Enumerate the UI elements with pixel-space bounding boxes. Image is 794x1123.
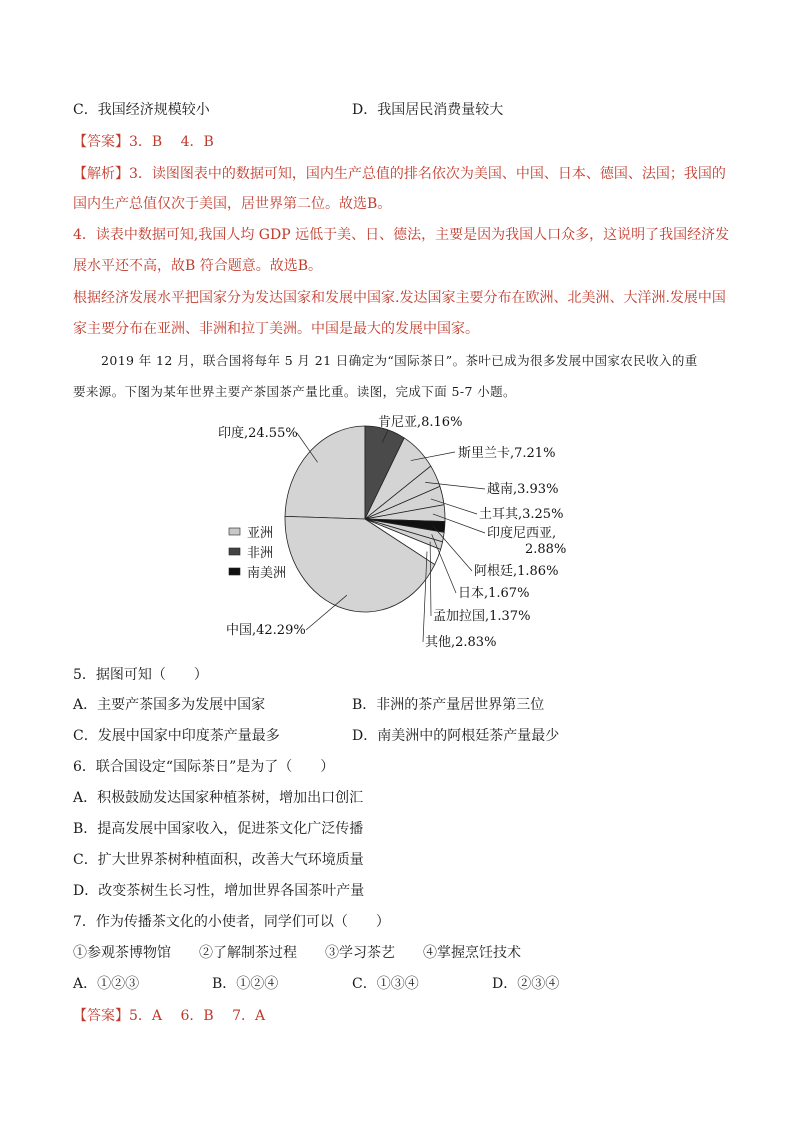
- q5-option-c: C．发展中国家中印度茶产量最多: [73, 728, 280, 744]
- q5-option-b: B．非洲的茶产量居世界第三位: [352, 697, 545, 713]
- q7-items: ①参观茶博物馆 ②了解制茶过程 ③学习茶艺 ④掌握烹饪技术: [73, 945, 521, 961]
- legend-label-亚洲: 亚洲: [247, 526, 274, 541]
- analysis-line-1: [73, 164, 726, 184]
- analysis-label: 【解析】: [73, 166, 129, 182]
- answer-3-4: [73, 132, 214, 152]
- q6-option-a: A．积极鼓励发达国家种植茶树，增加出口创汇: [73, 790, 364, 806]
- legend-label-非洲: 非洲: [247, 546, 274, 561]
- q5-stem: 5．据图可知（ ）: [73, 667, 208, 683]
- q5-option-a: A．主要产茶国多为发展中国家: [73, 697, 266, 713]
- slice-label-日本: 日本,1.67%: [458, 586, 530, 601]
- answer-5-7: [73, 1006, 265, 1026]
- answer-text: 3．B 4．B: [129, 134, 214, 150]
- slice-label-中国: 中国,42.29%: [226, 623, 306, 638]
- analysis-line-2: 国内生产总值仅次于美国，居世界第二位。故选B。: [73, 196, 392, 212]
- q7-option-a: A．①②③: [73, 976, 140, 992]
- slice-label-斯里兰卡: 斯里兰卡,7.21%: [458, 446, 556, 461]
- slice-label-印度: 印度,24.55%: [218, 426, 298, 441]
- q7-option-c: C．①③④: [352, 976, 419, 992]
- slice-label-印度尼西亚: 印度尼西亚,: [487, 526, 557, 541]
- legend-label-南美洲: 南美洲: [247, 566, 287, 581]
- intro-line-2: 要来源。下图为某年世界主要产茶国茶产量比重。读图，完成下面 5-7 小题。: [73, 384, 516, 399]
- q6-option-c: C．扩大世界茶树种植面积，改善大气环境质量: [73, 852, 364, 868]
- q4-option-c: C．我国经济规模较小: [73, 102, 210, 118]
- slice-label-其他: 其他,2.83%: [425, 635, 497, 650]
- slice-label-阿根廷: 阿根廷,1.86%: [474, 564, 559, 579]
- answer-label: 【答案】: [73, 1008, 129, 1024]
- q6-option-b: B．提高发展中国家收入，促进茶文化广泛传播: [73, 821, 364, 837]
- analysis-line-3: 4．读表中数据可知,我国人均 GDP 远低于美、日、德法，主要是因为我国人口众多，这说明了我国经济发: [73, 227, 730, 243]
- q7-stem: 7．作为传播茶文化的小使者，同学们可以（ ）: [73, 914, 390, 930]
- analysis-line-4: 展水平还不高，故B 符合题意。故选B。: [73, 258, 323, 274]
- analysis-line-5: 根据经济发展水平把国家分为发达国家和发展中国家.发达国家主要分布在欧洲、北美洲、大洋洲.发展中国: [73, 290, 726, 306]
- tea-production-pie-chart: [0, 400, 794, 660]
- analysis-line-6: 家主要分布在亚洲、非洲和拉丁美洲。中国是最大的发展中国家。: [73, 321, 479, 337]
- legend-swatch-南美洲: [229, 568, 240, 575]
- q6-stem: 6．联合国设定“国际茶日”是为了（ ）: [73, 759, 335, 775]
- slice-label-土耳其: 土耳其,3.25%: [479, 507, 564, 522]
- slice-label-肯尼亚: 肯尼亚,8.16%: [378, 415, 463, 430]
- slice-label-越南: 越南,3.93%: [487, 482, 559, 497]
- q4-option-d: D．我国居民消费量较大: [352, 102, 504, 118]
- q7-option-b: B．①②④: [212, 976, 279, 992]
- analysis-text-1: 3．读图图表中的数据可知，国内生产总值的排名依次为美国、中国、日本、德国、法国；我国的: [129, 166, 726, 182]
- q6-option-d: D．改变茶树生长习性，增加世界各国茶叶产量: [73, 883, 365, 899]
- intro-line-1: 2019 年 12 月，联合国将每年 5 月 21 日确定为“国际茶日”。茶叶已成为很多发展中国家农民收入的重: [101, 353, 698, 368]
- legend-swatch-非洲: [229, 548, 240, 555]
- q5-option-d: D．南美洲中的阿根廷茶产量最少: [352, 728, 560, 744]
- slice-label-印度尼西亚-value: 2.88%: [525, 542, 567, 557]
- q7-option-d: D．②③④: [492, 976, 560, 992]
- slice-label-孟加拉国: 孟加拉国,1.37%: [433, 609, 531, 624]
- answer-text: 5．A 6．B 7．A: [129, 1008, 266, 1024]
- answer-label: 【答案】: [73, 134, 129, 150]
- legend-swatch-亚洲: [229, 528, 240, 535]
